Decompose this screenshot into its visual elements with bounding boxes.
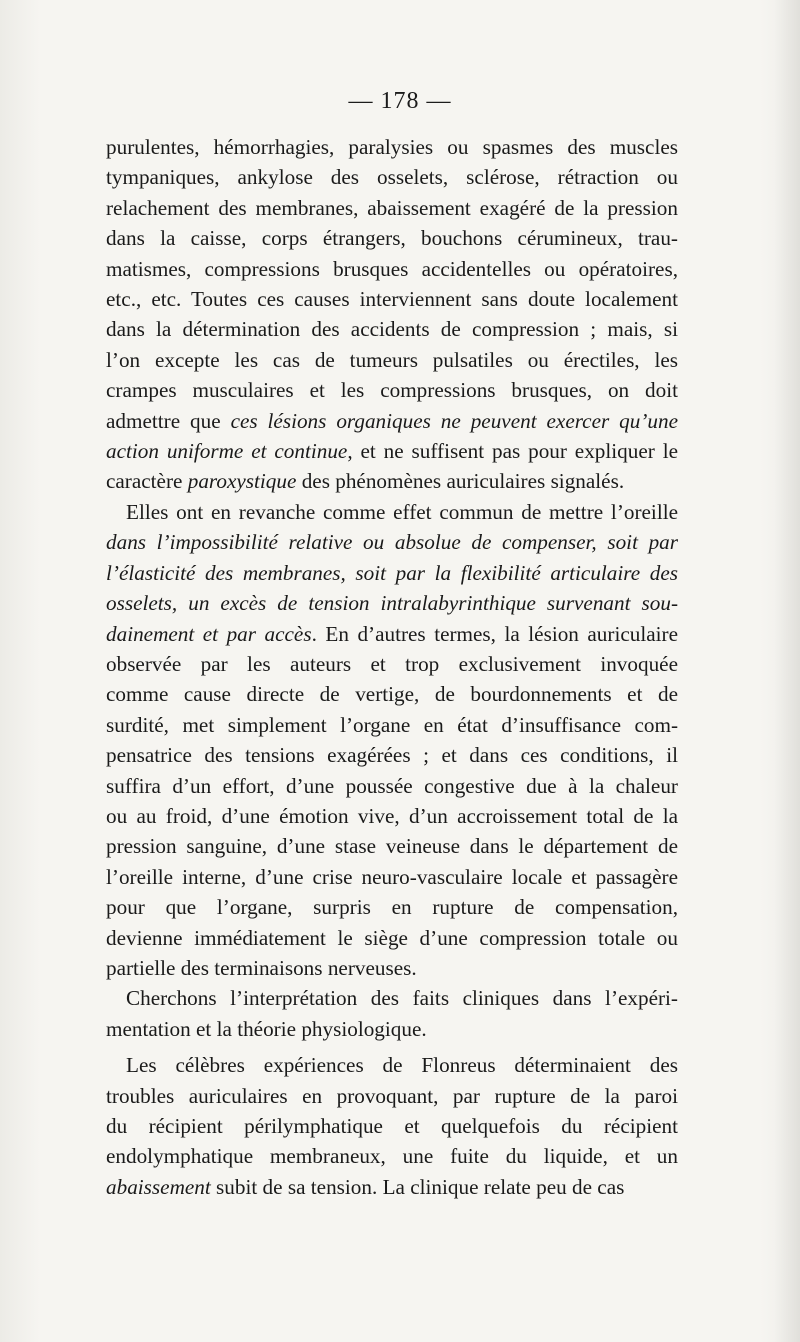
text-line — [106, 193, 678, 223]
text-segment: etc., etc. Toutes ces causes interviennent sans doute localement — [106, 287, 678, 312]
text-line — [106, 406, 678, 436]
italic-text: osselets, un excès de tension intralabyrinthique survenant sou- — [106, 591, 678, 616]
text-line — [106, 649, 678, 679]
text-segment: du récipient périlymphatique et quelquefois du récipient — [106, 1114, 678, 1138]
text-line — [106, 588, 678, 618]
text-line — [106, 983, 678, 1013]
text-line — [106, 497, 678, 527]
text-segment: troubles auriculaires en provoquant, par rupture de la paroi — [106, 1083, 678, 1108]
body-text — [106, 132, 678, 1202]
text-segment: partielle des terminaisons nerveuses. — [106, 955, 417, 980]
text-line — [106, 892, 678, 922]
text-segment: dans la caisse, corps étrangers, bouchons cérumineux, trau- — [106, 226, 678, 251]
text-segment: purulentes, hémorrhagies, paralysies ou spasmes des muscles — [106, 135, 678, 159]
text-segment: suffira d’un effort, d’une poussée congestive due à la chaleur — [106, 773, 678, 798]
text-line — [106, 466, 678, 496]
text-line — [106, 284, 678, 314]
text-line — [106, 1111, 678, 1141]
text-segment: Les célèbres expériences de Flonreus déterminaient des — [126, 1053, 678, 1078]
text-segment: dans la détermination des accidents de compression ; mais, si — [106, 317, 678, 342]
text-line — [106, 223, 678, 253]
text-line — [106, 1141, 678, 1171]
text-line — [106, 314, 678, 344]
italic-text: dans l’impossibilité relative ou absolue de compenser, soit par — [106, 530, 678, 555]
text-line — [106, 923, 678, 953]
text-segment: surdité, met simplement l’organe en état d’insuffisance com- — [106, 712, 678, 737]
text-segment: l’on excepte les cas de tumeurs pulsatiles ou érectiles, les — [106, 347, 678, 372]
text-segment: admettre que — [106, 408, 231, 433]
text-segment: tympaniques, ankylose des osselets, sclérose, rétraction ou — [106, 165, 678, 190]
text-line — [106, 953, 678, 983]
text-segment: Elles ont en revanche comme effet commun de mettre l’oreille — [126, 499, 678, 524]
page-number: — 178 — — [348, 88, 452, 114]
text-segment: pensatrice des tensions exagérées ; et dans ces conditions, il — [106, 743, 678, 768]
text-line — [106, 801, 678, 831]
text-segment: crampes musculaires et les compressions brusques, on doit — [106, 378, 678, 403]
text-segment: comme cause directe de vertige, de bourdonnements et de — [106, 682, 678, 707]
text-line — [106, 619, 678, 649]
text-line — [106, 679, 678, 709]
text-line — [106, 1014, 678, 1044]
text-segment: pour que l’organe, surpris en rupture de compensation, — [106, 895, 678, 920]
italic-text: paroxystique — [187, 469, 297, 494]
text-line — [106, 254, 678, 284]
text-segment: ou au froid, d’une émotion vive, d’un accroissement total de la — [106, 803, 678, 828]
text-line — [106, 771, 678, 801]
text-segment: Cherchons l’interprétation des faits cliniques dans l’expéri- — [126, 986, 678, 1011]
italic-text: dainement et par accès — [106, 621, 312, 646]
text-segment: relachement des membranes, abaissement exagéré de la pression — [106, 195, 678, 220]
text-segment: l’oreille interne, d’une crise neuro-vasculaire locale et passagère — [106, 864, 678, 889]
text-segment: observée par les auteurs et trop exclusivement invoquée — [106, 651, 678, 676]
text-line — [106, 862, 678, 892]
text-segment: caractère — [106, 469, 188, 494]
italic-text: action uniforme et continue — [106, 439, 348, 464]
text-segment: . En d’autres termes, la lésion auriculaire — [311, 621, 678, 646]
page-edge-shadow — [774, 0, 800, 1342]
text-line — [106, 1172, 678, 1202]
text-segment: , et ne suffisent pas pour expliquer le — [347, 439, 678, 464]
italic-text: ces lésions organiques ne peuvent exercer qu’une — [230, 408, 678, 433]
italic-text: abaissement — [106, 1174, 211, 1199]
text-line — [106, 710, 678, 740]
text-line — [106, 436, 678, 466]
text-segment: matismes, compressions brusques accidentelles ou opératoires, — [106, 256, 678, 281]
text-segment: mentation et la théorie physiologique. — [106, 1016, 427, 1041]
text-line — [106, 527, 678, 557]
text-segment: des phénomènes auriculaires signalés. — [296, 469, 625, 494]
text-line — [106, 558, 678, 588]
text-line — [106, 162, 678, 192]
text-line — [106, 740, 678, 770]
text-line — [106, 831, 678, 861]
text-line — [106, 1050, 678, 1080]
text-segment: devienne immédiatement le siège d’une compression totale ou — [106, 925, 678, 950]
italic-text: l’élasticité des membranes, soit par la flexibilité articulaire des — [106, 560, 678, 585]
text-line — [106, 345, 678, 375]
text-segment: pression sanguine, d’une stase veineuse dans le département de — [106, 834, 678, 859]
text-line — [106, 375, 678, 405]
text-line — [106, 1081, 678, 1111]
text-line — [106, 132, 678, 162]
text-segment: subit de sa tension. La clinique relate peu de cas — [210, 1174, 625, 1199]
text-segment: endolymphatique membraneux, une fuite du liquide, et un — [106, 1144, 678, 1169]
